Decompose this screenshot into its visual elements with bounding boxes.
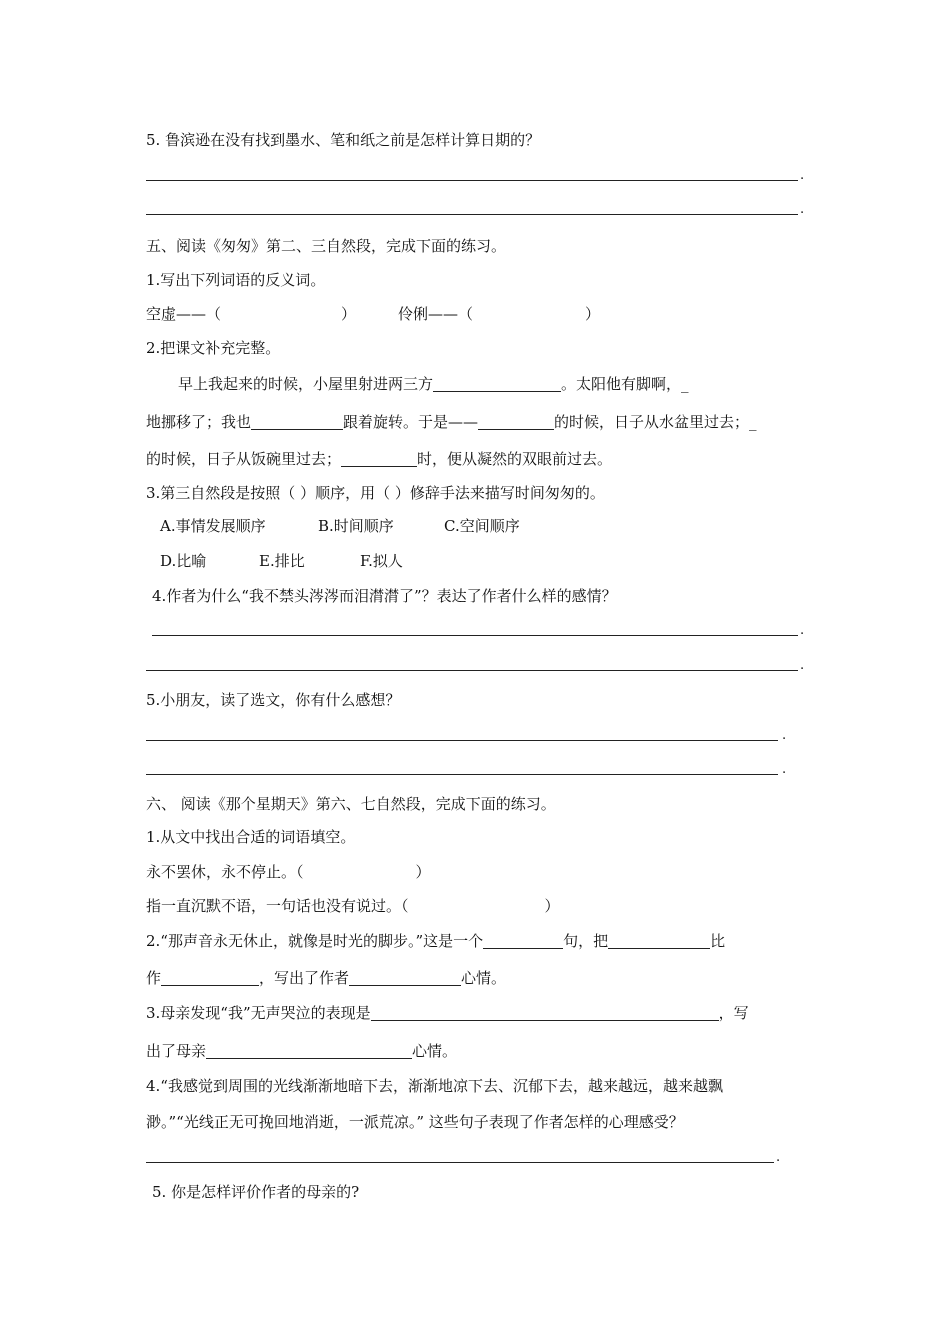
fill-blank[interactable] [371, 1004, 719, 1021]
antonym-b-prompt: 伶俐——（ [398, 305, 474, 323]
passage-text: 时，便从凝然的双眼前过去。 [417, 450, 613, 468]
passage-text: 的时候，日子从水盆里过去；_ [554, 413, 757, 431]
fill-blank[interactable] [349, 969, 461, 986]
answer-line[interactable] [146, 740, 778, 741]
antonym-a-close: ） [341, 305, 357, 323]
s5-antonym-a [146, 304, 356, 324]
s6-question-3-line-1 [146, 1003, 749, 1023]
option-c[interactable]: C.空间顺序 [444, 517, 520, 535]
passage-text: 跟着旋转。于是—— [343, 413, 479, 431]
line-end-mark: . [782, 762, 787, 777]
antonym-b-close: ） [585, 305, 601, 323]
answer-line[interactable] [146, 670, 798, 671]
antonym-a-prompt: 空虚——（ [146, 305, 222, 323]
fill-blank[interactable] [161, 969, 259, 986]
fill-blank[interactable] [433, 375, 561, 392]
s5-question-2: 2.把课文补充完整。 [146, 339, 281, 357]
question-text: 3.母亲发现“我”无声哭泣的表现是 [146, 1004, 371, 1022]
question-text: 心情。 [412, 1042, 458, 1060]
line-end-mark: . [800, 658, 805, 673]
line-end-mark: . [782, 728, 787, 743]
question-text: 句，把 [563, 932, 609, 950]
word-a-prompt: 永不罢休，永不停止。（ [146, 863, 304, 881]
s6-word-b [146, 896, 560, 916]
s5-question-1: 1.写出下列词语的反义词。 [146, 271, 326, 289]
word-b-close: ） [544, 897, 560, 915]
fill-blank[interactable] [206, 1042, 412, 1059]
question-text: 作 [146, 969, 162, 987]
answer-line[interactable] [152, 635, 798, 636]
s6-question-3-line-2 [146, 1041, 457, 1061]
option-f[interactable]: F.拟人 [360, 552, 403, 570]
fill-blank[interactable] [251, 413, 343, 430]
s4-question-5: 5. 鲁滨逊在没有找到墨水、笔和纸之前是怎样计算日期的？ [146, 131, 541, 149]
section-5-heading: 五、阅读《匆匆》第二、三自然段，完成下面的练习。 [146, 237, 507, 255]
question-text: ，写 [718, 1004, 749, 1022]
s5-passage-line-2 [146, 412, 757, 432]
fill-blank[interactable] [478, 413, 554, 430]
word-b-prompt: 指一直沉默不语，一句话也没有说过。（ [146, 897, 409, 915]
s6-question-5: 5. 你是怎样评价作者的母亲的? [152, 1183, 360, 1201]
s5-antonym-b [398, 304, 600, 324]
line-end-mark: . [776, 1150, 781, 1165]
s6-question-2-line-1 [146, 931, 725, 951]
s6-question-4-line-1: 4.“我感觉到周围的光线渐渐地暗下去，渐渐地凉下去、沉郁下去，越来越远，越来越飘 [146, 1077, 723, 1095]
s5-question-5: 5.小朋友，读了选文，你有什么感想？ [146, 691, 401, 709]
s6-question-1: 1.从文中找出合适的词语填空。 [146, 828, 356, 846]
line-end-mark: . [800, 202, 805, 217]
question-text: 2.“那声音永无休止，就像是时光的脚步。”这是一个 [146, 932, 484, 950]
question-text: ，写出了作者 [259, 969, 350, 987]
option-d[interactable]: D.比喻 [160, 552, 207, 570]
answer-line[interactable] [146, 774, 778, 775]
option-b[interactable]: B.时间顺序 [318, 517, 394, 535]
s5-passage-line-3 [146, 449, 612, 469]
s6-word-a [146, 862, 431, 882]
s5-question-4: 4.作者为什么“我不禁头涔涔而泪潸潸了”？表达了作者什么样的感情？ [152, 587, 617, 605]
option-a[interactable]: A.事情发展顺序 [160, 517, 266, 535]
line-end-mark: . [800, 168, 805, 183]
passage-text: 早上我起来的时候，小屋里射进两三方 [178, 375, 434, 393]
s6-question-2-line-2 [146, 968, 506, 988]
word-a-close: ） [415, 863, 431, 881]
passage-text: 地挪移了；我也 [146, 413, 252, 431]
passage-text: 的时候，日子从饭碗里过去； [146, 450, 342, 468]
question-text: 出了母亲 [146, 1042, 207, 1060]
s5-passage-line-1 [178, 374, 689, 394]
answer-line[interactable] [146, 214, 798, 215]
question-text: 比 [710, 932, 726, 950]
answer-line[interactable] [146, 180, 798, 181]
option-e[interactable]: E.排比 [259, 552, 305, 570]
s5-question-3: 3.第三自然段是按照（ ）顺序，用（ ）修辞手法来描写时间匆匆的。 [146, 484, 605, 502]
line-end-mark: . [800, 623, 805, 638]
answer-line[interactable] [146, 1162, 774, 1163]
section-6-heading: 六、 阅读《那个星期天》第六、七自然段，完成下面的练习。 [146, 795, 556, 813]
fill-blank[interactable] [341, 450, 417, 467]
question-text: 心情。 [461, 969, 507, 987]
s6-question-4-line-2: 渺。”“光线正无可挽回地消逝，一派荒凉。” 这些句子表现了作者怎样的心理感受？ [146, 1113, 684, 1131]
passage-text: 。太阳他有脚啊，_ [561, 375, 689, 393]
fill-blank[interactable] [483, 932, 563, 949]
fill-blank[interactable] [608, 932, 710, 949]
